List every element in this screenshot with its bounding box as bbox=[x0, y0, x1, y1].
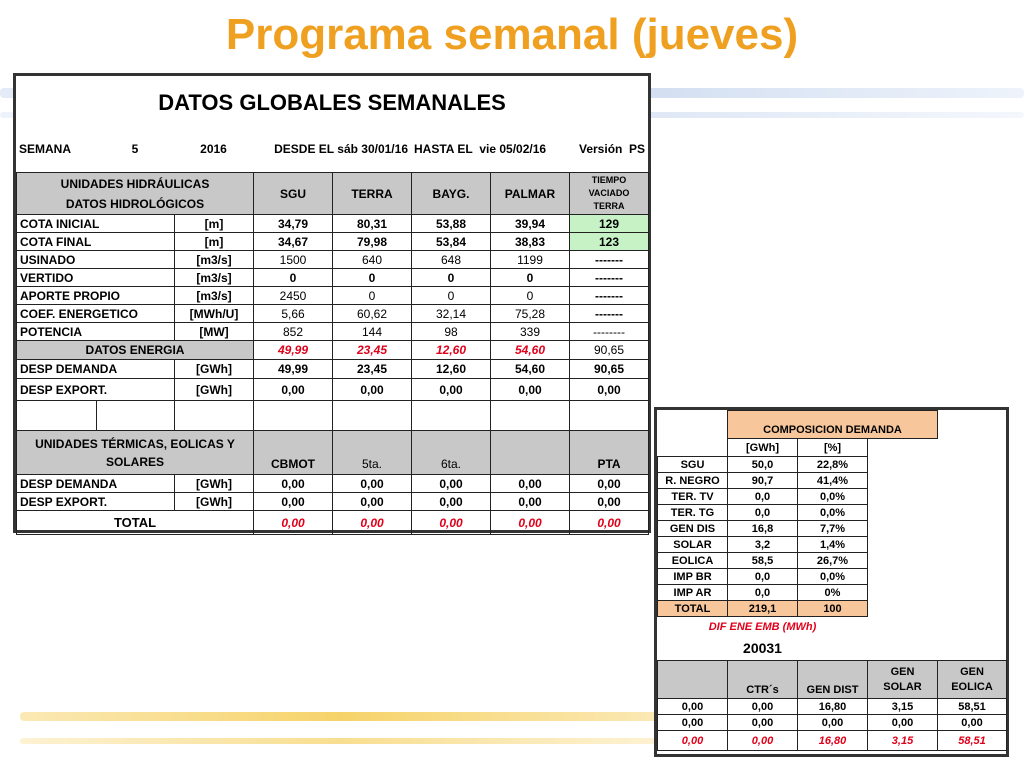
comp-row-pct: 41,4% bbox=[798, 473, 868, 489]
comp-row-pct: 7,7% bbox=[798, 521, 868, 537]
cell-value: 144 bbox=[333, 323, 412, 341]
table-row bbox=[658, 473, 1007, 489]
cell-value: 852 bbox=[254, 323, 333, 341]
thermal-header-line1: UNIDADES TÉRMICAS, EOLICAS Y bbox=[35, 436, 235, 451]
cell-value: 0,00 bbox=[412, 379, 491, 401]
cell-value: 1199 bbox=[491, 251, 570, 269]
comp-row-pct: 0,0% bbox=[798, 489, 868, 505]
row-label: COEF. ENERGETICO bbox=[17, 305, 175, 323]
cell-value: 34,79 bbox=[254, 215, 333, 233]
cell-value: 0,00 bbox=[658, 731, 728, 751]
table-row bbox=[17, 269, 649, 287]
comp-row-gwh: 0,0 bbox=[728, 505, 798, 521]
cell-value: 0 bbox=[412, 287, 491, 305]
thermal-header-line2: SOLARES bbox=[105, 454, 164, 469]
comp-row-gwh: 16,8 bbox=[728, 521, 798, 537]
table-row bbox=[17, 251, 649, 269]
cell-value: 0,00 bbox=[491, 511, 570, 535]
tiempo-header-3: TERRA bbox=[593, 201, 625, 211]
table-row bbox=[658, 699, 1007, 715]
comp-total-gwh: 219,1 bbox=[728, 601, 798, 617]
row-unit: [m] bbox=[175, 215, 254, 233]
cell-value: 0,00 bbox=[570, 511, 649, 535]
cell-value: 0,00 bbox=[254, 475, 333, 493]
tiempo-value: -------- bbox=[570, 323, 649, 341]
comp-total-pct: 100 bbox=[798, 601, 868, 617]
cell-value: 34,67 bbox=[254, 233, 333, 251]
comp-total-label: TOTAL bbox=[658, 601, 728, 617]
cell-value: 0,00 bbox=[412, 493, 491, 511]
cell-value: 0 bbox=[333, 287, 412, 305]
cell-value: 0,00 bbox=[412, 511, 491, 535]
comp-row-label: SGU bbox=[658, 457, 728, 473]
table-title: DATOS GLOBALES SEMANALES bbox=[158, 90, 506, 115]
row-label: DESP DEMANDA bbox=[17, 360, 175, 379]
col-header-terra: TERRA bbox=[333, 173, 412, 215]
cell-value: 79,98 bbox=[333, 233, 412, 251]
table-row bbox=[17, 379, 649, 401]
table-row bbox=[17, 360, 649, 379]
row-unit: [m] bbox=[175, 233, 254, 251]
cell-value: 0,00 bbox=[254, 511, 333, 535]
row-unit: [m3/s] bbox=[175, 251, 254, 269]
row-unit: [m3/s] bbox=[175, 269, 254, 287]
cell-value: 339 bbox=[491, 323, 570, 341]
cell-value: 75,28 bbox=[491, 305, 570, 323]
comp-header-gwh: [GWh] bbox=[728, 439, 798, 457]
tiempo-header-1: TIEMPO bbox=[591, 175, 627, 185]
cell-value: 640 bbox=[333, 251, 412, 269]
dif-ene-label: DIF ENE EMB (MWh) bbox=[708, 620, 817, 633]
comp-title: COMPOSICION DEMANDA bbox=[728, 411, 938, 439]
cell-value: 90,65 bbox=[570, 360, 649, 379]
cell-value: 0 bbox=[412, 269, 491, 287]
row-label: COTA FINAL bbox=[17, 233, 175, 251]
cell-value: 0 bbox=[491, 287, 570, 305]
cell-value: 16,80 bbox=[798, 699, 868, 715]
comp-row-gwh: 0,0 bbox=[728, 489, 798, 505]
cell-value: 0 bbox=[254, 269, 333, 287]
comp-row-label: TER. TG bbox=[658, 505, 728, 521]
cell-value: 0,00 bbox=[333, 511, 412, 535]
cell-value: 0,00 bbox=[491, 475, 570, 493]
table-row bbox=[658, 505, 1007, 521]
version-label: Versión bbox=[579, 142, 623, 156]
table-row bbox=[658, 537, 1007, 553]
comp-row-label: TER. TV bbox=[658, 489, 728, 505]
cell-value: 0,00 bbox=[938, 715, 1007, 731]
hasta-value: vie 05/02/16 bbox=[479, 142, 547, 156]
table-row bbox=[17, 287, 649, 305]
cell-value: 23,45 bbox=[333, 341, 412, 360]
row-label: DESP DEMANDA bbox=[17, 475, 175, 493]
cell-value: 648 bbox=[412, 251, 491, 269]
comp-row-gwh: 0,0 bbox=[728, 585, 798, 601]
cell-value: 58,51 bbox=[938, 731, 1007, 751]
comp-row-pct: 0% bbox=[798, 585, 868, 601]
cell-value: 0,00 bbox=[570, 379, 649, 401]
tiempo-value: ------- bbox=[570, 251, 649, 269]
table-row bbox=[658, 553, 1007, 569]
cell-value: 0,00 bbox=[412, 475, 491, 493]
col-header-bayg: BAYG. bbox=[412, 173, 491, 215]
tiempo-value: 129 bbox=[570, 215, 649, 233]
row-unit: [GWh] bbox=[175, 493, 254, 511]
background-stripe-yellow bbox=[20, 712, 660, 721]
cell-value: 32,14 bbox=[412, 305, 491, 323]
row-unit: [GWh] bbox=[175, 379, 254, 401]
cell-value: 0,00 bbox=[254, 493, 333, 511]
version-value: PS bbox=[629, 142, 646, 156]
dif-ene-value: 20031 bbox=[743, 640, 782, 657]
cell-value: 1500 bbox=[254, 251, 333, 269]
table-row bbox=[658, 715, 1007, 731]
row-label: APORTE PROPIO bbox=[17, 287, 175, 305]
bottom-header-gen-solar: GEN SOLAR bbox=[868, 661, 938, 699]
cell-value: 54,60 bbox=[491, 341, 570, 360]
cell-value: 49,99 bbox=[254, 341, 333, 360]
cell-value: 0,00 bbox=[658, 699, 728, 715]
comp-row-label: GEN DIS bbox=[658, 521, 728, 537]
comp-row-label: IMP AR bbox=[658, 585, 728, 601]
cell-value: 54,60 bbox=[491, 360, 570, 379]
comp-row-label: SOLAR bbox=[658, 537, 728, 553]
cell-value: 23,45 bbox=[333, 360, 412, 379]
cell-value: 16,80 bbox=[798, 731, 868, 751]
cell-value: 38,83 bbox=[491, 233, 570, 251]
cell-value: 0,00 bbox=[570, 493, 649, 511]
cell-value: 58,51 bbox=[938, 699, 1007, 715]
cell-value: 12,60 bbox=[412, 341, 491, 360]
comp-row-gwh: 3,2 bbox=[728, 537, 798, 553]
datos-energia-label: DATOS ENERGIA bbox=[17, 341, 254, 360]
table-row bbox=[658, 731, 1007, 751]
cell-value: 2450 bbox=[254, 287, 333, 305]
bottom-header-empty bbox=[658, 661, 728, 699]
col-header-5ta: 5ta. bbox=[333, 431, 412, 475]
cell-value: 3,15 bbox=[868, 699, 938, 715]
row-label: DESP EXPORT. bbox=[17, 379, 175, 401]
comp-row-gwh: 0,0 bbox=[728, 569, 798, 585]
hydro-header-line1: UNIDADES HIDRÁULICAS bbox=[60, 176, 210, 191]
cell-value: 0,00 bbox=[254, 379, 333, 401]
cell-value: 0,00 bbox=[333, 379, 412, 401]
cell-value: 0,00 bbox=[570, 475, 649, 493]
cell-value: 90,65 bbox=[570, 341, 649, 360]
cell-value: 0,00 bbox=[491, 493, 570, 511]
bottom-header-ctrs: CTR´s bbox=[728, 661, 798, 699]
composicion-demanda-table bbox=[654, 407, 1009, 757]
row-label: DESP EXPORT. bbox=[17, 493, 175, 511]
year-value: 2016 bbox=[200, 142, 227, 156]
cell-value: 0,00 bbox=[658, 715, 728, 731]
comp-row-pct: 1,4% bbox=[798, 537, 868, 553]
tiempo-value: ------- bbox=[570, 269, 649, 287]
table-row bbox=[17, 233, 649, 251]
row-unit: [GWh] bbox=[175, 475, 254, 493]
tiempo-value: ------- bbox=[570, 287, 649, 305]
table-row bbox=[17, 493, 649, 511]
table-row bbox=[658, 585, 1007, 601]
comp-row-pct: 22,8% bbox=[798, 457, 868, 473]
cell-value: 5,66 bbox=[254, 305, 333, 323]
slide-title: Programa semanal (jueves) bbox=[225, 10, 799, 59]
cell-value: 3,15 bbox=[868, 731, 938, 751]
table-row bbox=[17, 511, 649, 535]
cell-value: 0,00 bbox=[491, 379, 570, 401]
cell-value: 0,00 bbox=[333, 493, 412, 511]
table-row bbox=[658, 521, 1007, 537]
table-row bbox=[17, 305, 649, 323]
tiempo-value: ------- bbox=[570, 305, 649, 323]
table-row bbox=[17, 341, 649, 360]
row-label: USINADO bbox=[17, 251, 175, 269]
desde-value: sáb 30/01/16 bbox=[337, 142, 408, 156]
hydro-header-line2: DATOS HIDROLÓGICOS bbox=[65, 196, 205, 211]
cell-value: 0,00 bbox=[728, 699, 798, 715]
row-label: POTENCIA bbox=[17, 323, 175, 341]
cell-value: 0 bbox=[333, 269, 412, 287]
row-unit: [m3/s] bbox=[175, 287, 254, 305]
cell-value: 60,62 bbox=[333, 305, 412, 323]
comp-row-gwh: 90,7 bbox=[728, 473, 798, 489]
background-stripe-yellow-2 bbox=[20, 738, 660, 744]
desde-label: DESDE EL bbox=[274, 142, 334, 156]
cell-value: 12,60 bbox=[412, 360, 491, 379]
cell-value: 98 bbox=[412, 323, 491, 341]
col-header-sgu: SGU bbox=[254, 173, 333, 215]
cell-value: 0,00 bbox=[868, 715, 938, 731]
comp-row-pct: 0,0% bbox=[798, 505, 868, 521]
row-unit: [MWh/U] bbox=[175, 305, 254, 323]
cell-value: 39,94 bbox=[491, 215, 570, 233]
datos-globales-table bbox=[13, 73, 651, 533]
col-header-palmar: PALMAR bbox=[491, 173, 570, 215]
cell-value: 0,00 bbox=[728, 715, 798, 731]
tiempo-header-2: VACIADO bbox=[588, 188, 630, 198]
table-row bbox=[658, 457, 1007, 473]
table-row bbox=[17, 323, 649, 341]
row-unit: [GWh] bbox=[175, 360, 254, 379]
row-label: COTA INICIAL bbox=[17, 215, 175, 233]
comp-row-pct: 26,7% bbox=[798, 553, 868, 569]
cell-value: 0,00 bbox=[728, 731, 798, 751]
comp-row-label: R. NEGRO bbox=[658, 473, 728, 489]
col-header-pta: PTA bbox=[570, 431, 649, 475]
bottom-header-gen-eolica: GEN EOLICA bbox=[938, 661, 1007, 699]
semana-label: SEMANA bbox=[19, 142, 72, 156]
total-label: TOTAL bbox=[17, 511, 254, 535]
comp-header-pct: [%] bbox=[798, 439, 868, 457]
comp-row-label: IMP BR bbox=[658, 569, 728, 585]
blank-row bbox=[17, 401, 649, 431]
cell-value: 0,00 bbox=[798, 715, 868, 731]
hasta-label: HASTA EL bbox=[414, 142, 473, 156]
comp-row-gwh: 58,5 bbox=[728, 553, 798, 569]
col-header-6ta: 6ta. bbox=[412, 431, 491, 475]
cell-value: 53,84 bbox=[412, 233, 491, 251]
col-header-empty bbox=[491, 431, 570, 475]
row-label: VERTIDO bbox=[17, 269, 175, 287]
semana-value: 5 bbox=[131, 142, 139, 156]
table-row bbox=[17, 215, 649, 233]
table-row bbox=[658, 569, 1007, 585]
table-row bbox=[17, 475, 649, 493]
comp-row-pct: 0,0% bbox=[798, 569, 868, 585]
cell-value: 53,88 bbox=[412, 215, 491, 233]
col-header-cbmot: CBMOT bbox=[254, 431, 333, 475]
table-row bbox=[658, 601, 1007, 617]
cell-value: 0 bbox=[491, 269, 570, 287]
tiempo-value: 123 bbox=[570, 233, 649, 251]
comp-row-label: EOLICA bbox=[658, 553, 728, 569]
row-unit: [MW] bbox=[175, 323, 254, 341]
cell-value: 49,99 bbox=[254, 360, 333, 379]
table-row bbox=[658, 489, 1007, 505]
comp-row-gwh: 50,0 bbox=[728, 457, 798, 473]
cell-value: 80,31 bbox=[333, 215, 412, 233]
bottom-header-gen-dist: GEN DIST bbox=[798, 661, 868, 699]
cell-value: 0,00 bbox=[333, 475, 412, 493]
